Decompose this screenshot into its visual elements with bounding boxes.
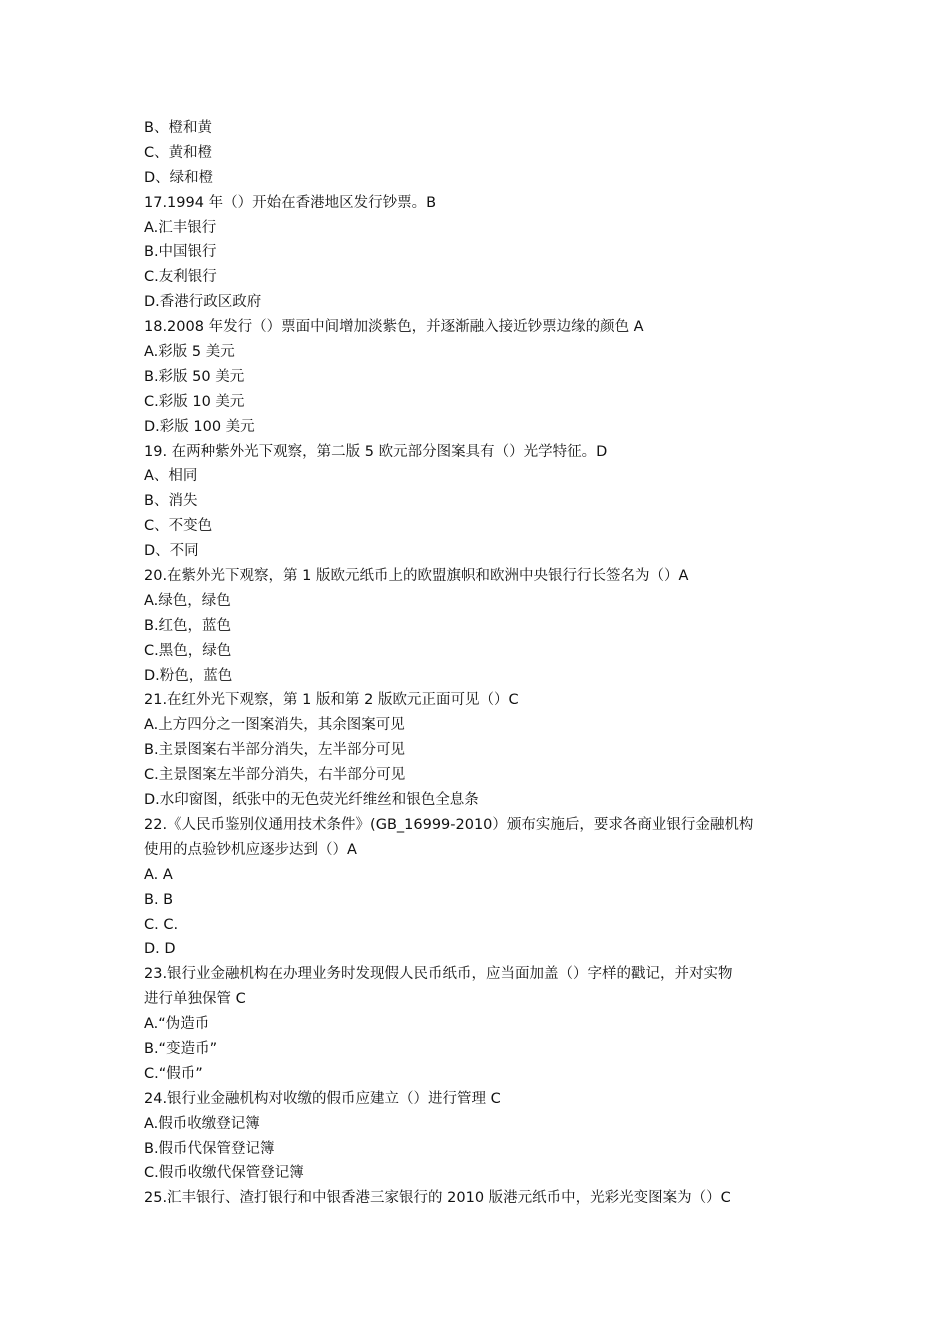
question-line: 25.汇丰银行、渣打银行和中银香港三家银行的 2010 版港元纸币中，光彩光变图案为（）C (144, 1190, 731, 1207)
text-line: D.粉色，蓝色 (144, 667, 233, 684)
question-line: 使用的点验钞机应逐步达到（）A (144, 841, 357, 858)
document-body (144, 116, 824, 1211)
question-line: 23.银行业金融机构在办理业务时发现假人民币纸币，应当面加盖（）字样的戳记，并对实物 (144, 966, 733, 983)
text-line: D. D (144, 941, 176, 958)
text-line: D.香港行政区政府 (144, 294, 262, 311)
question-line: 进行单独保管 C (144, 991, 246, 1008)
text-line: A、相同 (144, 468, 198, 485)
text-line: A.“伪造币 (144, 1016, 210, 1033)
text-line: B、消失 (144, 493, 198, 510)
text-line: A.假币收缴登记簿 (144, 1115, 260, 1132)
text-line: D、绿和橙 (144, 169, 214, 186)
question-line: 22.《人民币鉴别仪通用技术条件》(GB_16999-2010）颁布实施后，要求各商业银行金融机构 (144, 816, 754, 833)
question-line: 21.在红外光下观察，第 1 版和第 2 版欧元正面可见（）C (144, 692, 519, 709)
question-line: 17.1994 年（）开始在香港地区发行钞票。B (144, 194, 437, 211)
text-line: A. A (144, 866, 173, 883)
text-line: C.彩版 10 美元 (144, 393, 245, 410)
text-line: B. B (144, 891, 174, 908)
text-line: A.上方四分之一图案消失，其余图案可见 (144, 717, 405, 734)
question-line: 20.在紫外光下观察，第 1 版欧元纸币上的欧盟旗帜和欧洲中央银行行长签名为（）A (144, 568, 689, 585)
text-line: B.假币代保管登记簿 (144, 1140, 275, 1157)
text-line: A.绿色，绿色 (144, 592, 231, 609)
text-line: A.彩版 5 美元 (144, 344, 235, 361)
text-line: C、不变色 (144, 518, 213, 535)
text-line: C.“假币” (144, 1065, 203, 1082)
question-line: 18.2008 年发行（）票面中间增加淡紫色，并逐渐融入接近钞票边缘的颜色 A (144, 319, 644, 336)
text-line: B.中国银行 (144, 244, 217, 261)
question-line: 19. 在两种紫外光下观察，第二版 5 欧元部分图案具有（）光学特征。D (144, 443, 608, 460)
question-line: 24.银行业金融机构对收缴的假币应建立（）进行管理 C (144, 1090, 501, 1107)
text-line: D、不同 (144, 543, 199, 560)
text-line: C. C. (144, 916, 179, 933)
text-line: C、黄和橙 (144, 144, 213, 161)
text-line: A.汇丰银行 (144, 219, 217, 236)
text-line: C.黑色，绿色 (144, 642, 232, 659)
text-line: B.“变造币” (144, 1040, 218, 1057)
text-line: C.主景图案左半部分消失，右半部分可见 (144, 767, 406, 784)
text-line: B.红色，蓝色 (144, 617, 232, 634)
text-line: C.假币收缴代保管登记簿 (144, 1165, 304, 1182)
text-line: D.水印窗图，纸张中的无色荧光纤维丝和银色全息条 (144, 792, 479, 809)
text-line: D.彩版 100 美元 (144, 418, 255, 435)
text-line: C.友利银行 (144, 269, 217, 286)
text-line: B.主景图案右半部分消失，左半部分可见 (144, 742, 406, 759)
text-line: B、橙和黄 (144, 120, 212, 136)
text-line: B.彩版 50 美元 (144, 368, 245, 385)
